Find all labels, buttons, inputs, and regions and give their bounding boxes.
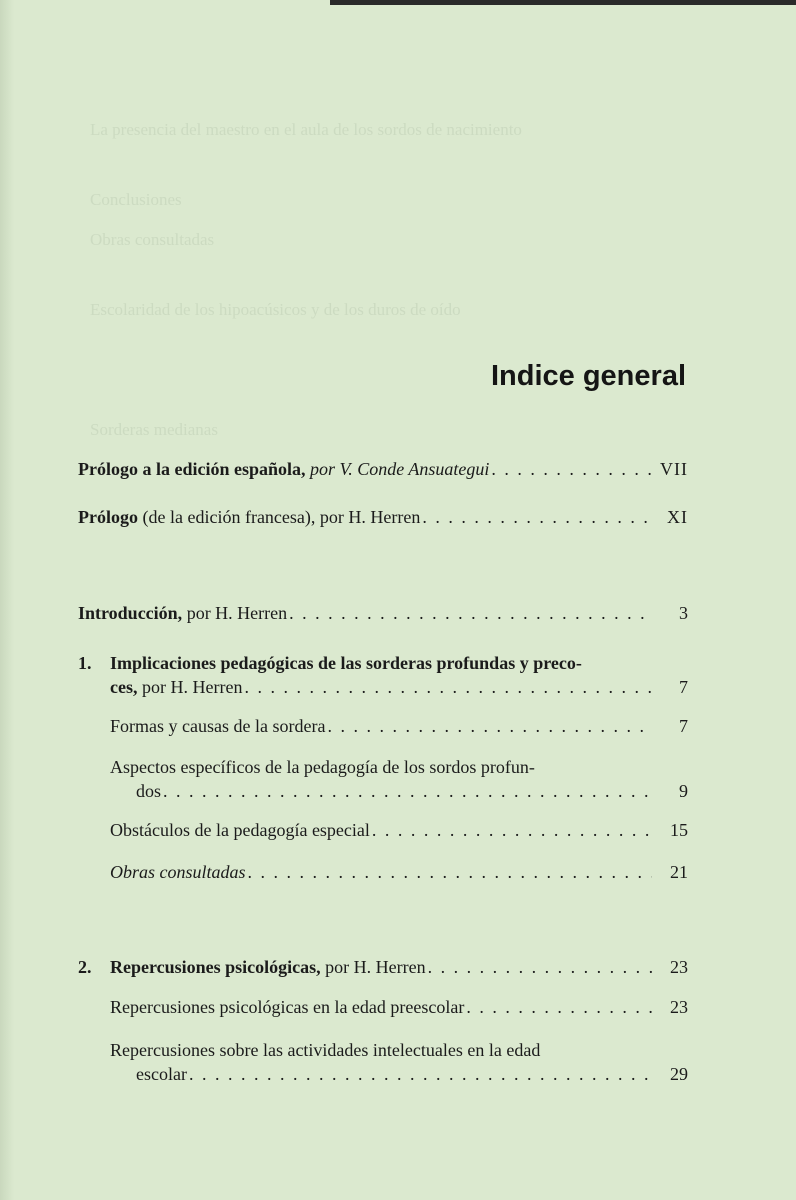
section-title: Obras consultadas (110, 862, 246, 882)
entry-title: Prólogo (78, 507, 138, 527)
entry-author: por V. Conde Ansuategui (310, 459, 490, 479)
toc-entry-prologo-espanola (78, 457, 688, 481)
toc-section-actividades-intelectuales (110, 1038, 688, 1086)
dot-leader (248, 860, 652, 884)
page-number: 21 (670, 862, 688, 882)
show-through-text: Escolaridad de los hipoacúsicos y de los duros de oído (90, 300, 461, 319)
dot-leader (428, 955, 652, 979)
chapter-author: por H. Herren (325, 957, 426, 977)
entry-author: por H. Herren (186, 603, 288, 623)
page-number: 15 (670, 820, 688, 840)
section-title: Obstáculos de la pedagogía especial (110, 820, 370, 840)
dot-leader (491, 457, 652, 481)
toc-chapter-2 (78, 955, 688, 979)
chapter-number: 2. (78, 957, 92, 977)
section-title: Formas y causas de la sordera (110, 716, 326, 736)
page-title: Indice general (490, 360, 686, 392)
dot-leader (327, 714, 652, 738)
chapter-title-line1: Implicaciones pedagógicas de las sorderas profundas y preco- (110, 653, 582, 673)
chapter-author: por H. Herren (141, 677, 243, 697)
chapter-title: Repercusiones psicológicas, (110, 957, 321, 977)
entry-subtitle: (de la edición francesa), por H. Herren (142, 507, 421, 527)
page-number: 23 (670, 997, 688, 1017)
page-number: 9 (679, 781, 688, 801)
page-number: 7 (679, 716, 688, 736)
page-number: 23 (670, 957, 688, 977)
toc-entry-prologo-francesa (78, 505, 688, 529)
show-through-text: Conclusiones (90, 190, 182, 209)
dot-leader (372, 818, 652, 842)
section-title-line2: escolar (136, 1064, 187, 1084)
section-title-line1: Repercusiones sobre las actividades intelectuales en la edad (110, 1040, 541, 1060)
show-through-text: Obras consultadas (90, 230, 215, 249)
section-title-line2: dos (136, 781, 162, 801)
chapter-title-line2: ces, (110, 677, 138, 697)
page-number: VII (660, 459, 688, 479)
section-title-line1: Aspectos específicos de la pedagogía de los sordos profun- (110, 757, 535, 777)
entry-title: Introducción, (78, 603, 183, 623)
page-number: 29 (670, 1064, 688, 1084)
dot-leader (189, 1062, 652, 1086)
dot-leader (163, 779, 652, 803)
page-binding-shadow (0, 0, 14, 1200)
section-title: Repercusiones psicológicas en la edad preescolar (110, 997, 465, 1017)
toc-chapter-1 (78, 651, 688, 699)
toc-section-obras-consultadas (110, 860, 688, 884)
toc-section-obstaculos (110, 818, 688, 842)
dot-leader (289, 601, 652, 625)
page-number: 3 (679, 603, 688, 623)
dot-leader (244, 675, 652, 699)
toc-entry-introduccion (78, 601, 688, 625)
dot-leader (422, 505, 652, 529)
page-number: 7 (679, 677, 688, 697)
chapter-number: 1. (78, 653, 92, 673)
toc-section-aspectos-especificos (110, 755, 688, 803)
page-number: XI (667, 507, 688, 527)
show-through-text: Sorderas medianas (90, 420, 218, 439)
show-through-text: La presencia del maestro en el aula de los sordos de nacimiento (90, 120, 522, 139)
toc-section-edad-preescolar (110, 995, 688, 1019)
entry-title: Prólogo a la edición española, (78, 459, 306, 479)
toc-section-formas-causas (110, 714, 688, 738)
dot-leader (466, 995, 652, 1019)
top-edge-bar (330, 0, 796, 5)
